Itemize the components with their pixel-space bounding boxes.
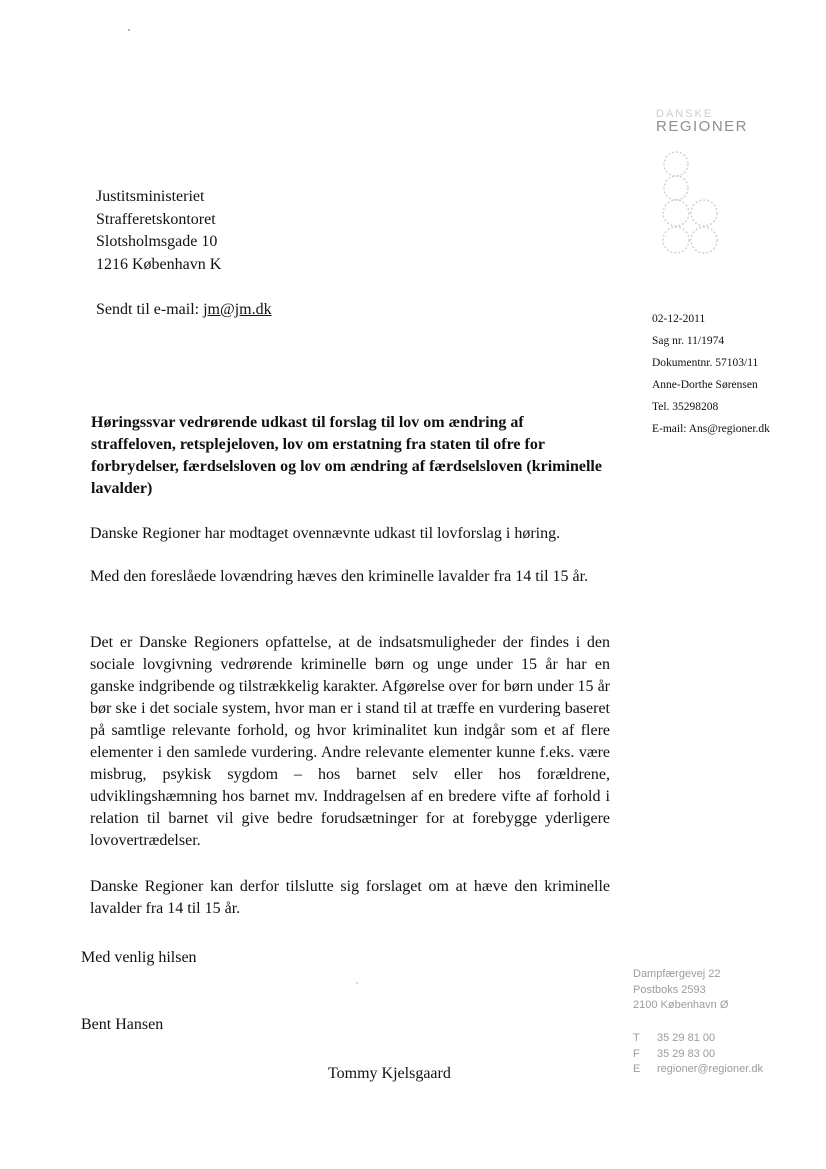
danske-regioner-logo xyxy=(656,108,748,135)
sent-to-label: Sendt til e-mail: xyxy=(96,301,204,318)
signer-name: Tommy Kjelsgaard xyxy=(328,1065,451,1082)
contact-name: Anne-Dorthe Sørensen xyxy=(652,379,758,391)
logo-circle xyxy=(691,200,717,226)
address-city: 2100 København Ø xyxy=(633,999,729,1011)
sender-contact xyxy=(633,1031,763,1078)
body-paragraph: Med den foreslåede lovændring hæves den kriminelle lavalder fra 14 til 15 år. xyxy=(90,568,589,585)
body-paragraph: Danske Regioner kan derfor tilslutte sig forslaget om at hæve den kriminelle lavalder fra 14 til 15 år. xyxy=(90,878,610,917)
sent-to-line xyxy=(96,301,272,319)
document-number: Dokumentnr. 57103/11 xyxy=(652,357,759,369)
body-paragraph: Det er Danske Regioners opfattelse, at de indsatsmuligheder der findes i den sociale lovgivning vedrørende kriminelle børn og unge under 15 år har en ganske indgribende og tilstrækkelig karakter. Afgørelse over for børn under 15 år bør ske i det sociale system, hvor man er i stand til at træffe en vurdering baseret på samtlige relevante forhold, og hvor kriminalitet kun indgår som et af flere elementer i den samlede vurdering. Andre relevante elementer kunne f.eks. være misbrug, psykisk sygdom – hos barnet selv eller hos forældrene, udviklingshæmning hos barnet mv. Inddragelsen af en bredere vifte af forhold i relation til barnet vil give bedre forudsætninger for at forebygge yderligere lovovertrædelser. xyxy=(90,634,610,849)
contact-email: E-mail: Ans@regioner.dk xyxy=(652,423,770,435)
recipient-line: Strafferetskontoret xyxy=(96,210,216,228)
fax-value: 35 29 83 00 xyxy=(657,1047,716,1060)
logo-circle xyxy=(664,176,688,200)
contact-email-row xyxy=(633,1062,763,1078)
logo-big-text: REGIONER xyxy=(656,118,749,135)
logo-circle xyxy=(663,200,689,226)
email-value[interactable]: regioner@regioner.dk xyxy=(657,1063,763,1075)
recipient-line: Slotsholmsgade 10 xyxy=(96,233,218,250)
sender-address xyxy=(633,967,728,1014)
contact-phone-row xyxy=(633,1031,763,1047)
fax-label: F xyxy=(633,1047,640,1060)
body-paragraph: Danske Regioner har modtaget ovennævnte udkast til lovforslag i høring. xyxy=(90,525,561,542)
contact-fax-row xyxy=(633,1047,763,1063)
scan-speck xyxy=(356,982,358,984)
contact-phone: Tel. 35298208 xyxy=(652,401,719,413)
recipient-address xyxy=(96,186,221,276)
recipient-email-link[interactable]: jm@jm.dk xyxy=(203,301,272,318)
logo-circle xyxy=(664,152,688,176)
closing-greeting: Med venlig hilsen xyxy=(81,949,197,966)
letter-meta xyxy=(652,308,770,440)
logo-circle xyxy=(691,227,717,253)
logo-small-text: DANSKE xyxy=(656,108,714,120)
letter-title: Høringssvar vedrørende udkast til forslag til lov om ændring af straffeloven, retsplejeloven, lov om erstatning fra staten til ofre for forbrydelser, færdselsloven og lov om ændring af færdselsloven (kriminelle lavalder) xyxy=(91,414,602,497)
address-street: Dampfærgevej 22 xyxy=(633,968,721,980)
logo-circles-icon xyxy=(654,150,734,260)
recipient-line: 1216 København K xyxy=(96,255,222,273)
signer-name: Bent Hansen xyxy=(81,1016,164,1033)
phone-value: 35 29 81 00 xyxy=(657,1032,716,1044)
phone-label: T xyxy=(633,1032,640,1044)
email-label: E xyxy=(633,1063,641,1075)
case-number: Sag nr. 11/1974 xyxy=(652,335,725,347)
scan-speck xyxy=(128,29,130,31)
address-pobox: Postboks 2593 xyxy=(633,983,706,996)
letter-date: 02-12-2011 xyxy=(652,313,706,325)
recipient-line: Justitsministeriet xyxy=(96,188,205,205)
logo-circle xyxy=(663,227,689,253)
